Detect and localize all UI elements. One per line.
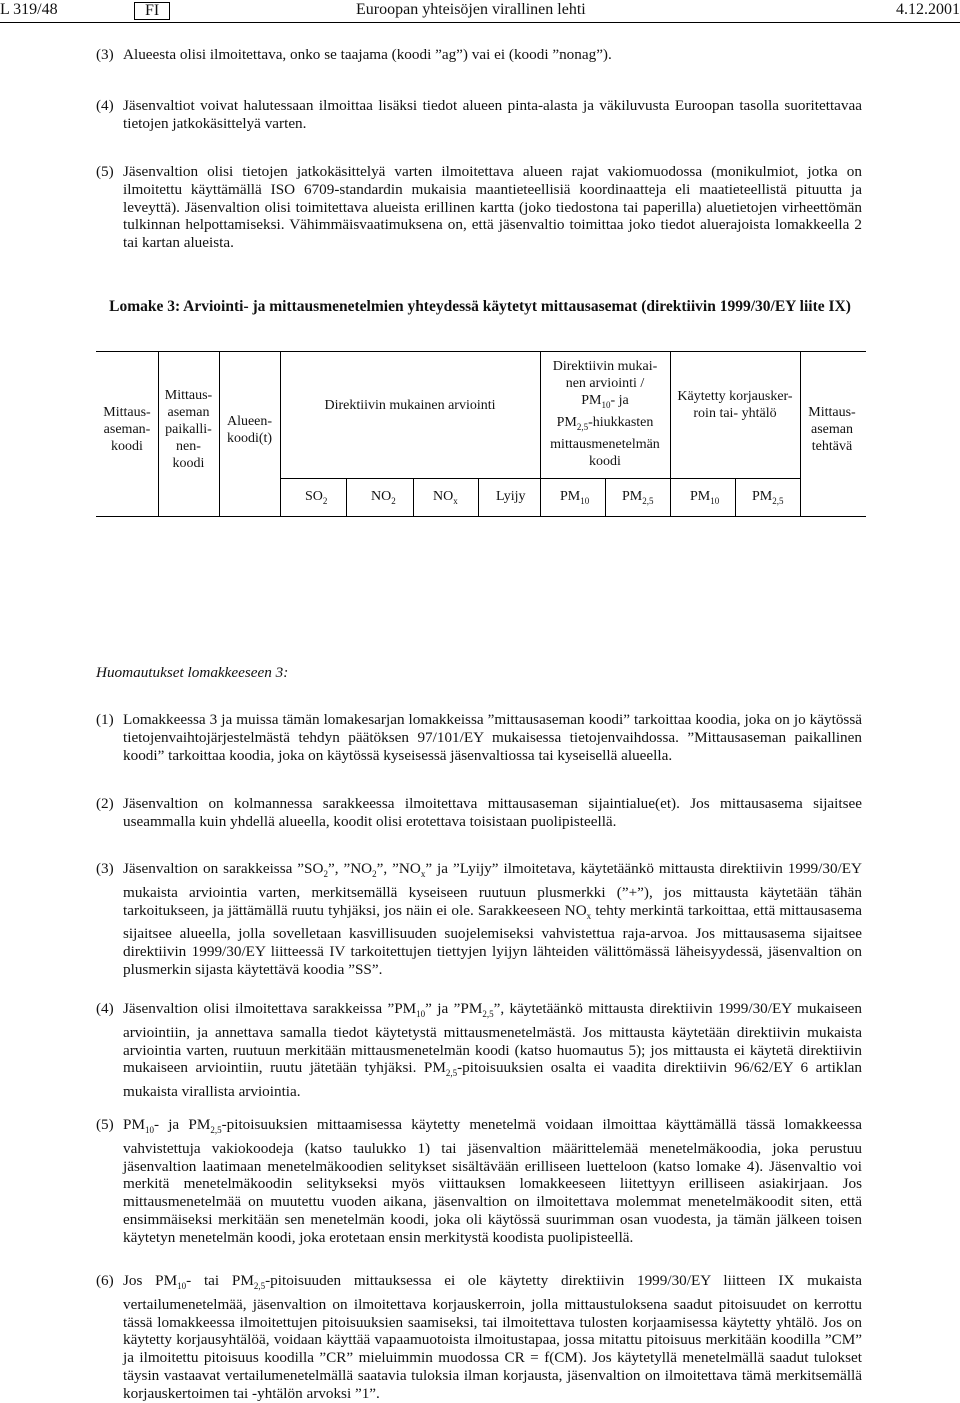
pollutant-pm25: $PM_{2,5}$ xyxy=(622,489,654,506)
header-station-code: Mittaus- aseman- koodi xyxy=(103,405,151,454)
table-top-rule xyxy=(96,351,866,352)
publication-date: 4.12.2001 xyxy=(896,1,960,18)
language-code: FI xyxy=(134,2,170,20)
header-zone-codes: Alueen- koodi(t) xyxy=(226,414,273,446)
note-6: (6) Jos $PM_{10}-$ tai $PM_{2,5}$-pitoisuuden mittauksessa ei ole käytetty direktiivin 1999/30/EY liitteen IX mukaista vertailumenetelmää, jäsenvaltion on ilmoitettava korjauskerroin, jolla mittaustuloksena saadut pitoisuudet on kerrottu tässä lomakkeessa ilmoitettujen pitoisuuksien saamiseksi, tai ilmoitettava tulosten korjaamisessa käytetty yhtälö. Jos on käytetty korjausyhtälöä, voidaan käyttää vapaamuotoista ilmoitustapaa, jossa mitattu pitoisuus merkitään koodilla ”CM” ja ilmoitettu pitoisuus koodilla ”CR” mieluimmin muodossa CR = f(CM). Jos käytetyllä menetelmällä saadut tulokset täysin vastaavat vertailumenetelmällä saatavia tuloksia ilman korjausta, jäsenvaltion on ilmoitettava tämä merkitsemällä korjauskertoimen tai -yhtälön arvoksi ”1”. xyxy=(96,1272,862,1402)
col-divider xyxy=(670,351,671,516)
col-divider xyxy=(346,478,347,516)
header-correction-factor: Käytetty korjausker- roin tai- yhtälö xyxy=(677,389,793,421)
form-title: Lomake 3: Arviointi- ja mittausmenetelmien yhteydessä käytetyt mittausasemat (direktiivin 1999/30/EY liite IX) xyxy=(109,298,851,315)
pollutant-pm25: $PM_{2,5}$ xyxy=(752,489,784,506)
page-header xyxy=(0,0,960,23)
pollutant-lead: Lyijy xyxy=(496,489,526,504)
header-pm-method-code: Direktiivin mukai- nen arviointi / $PM_{10}-$ ja $PM_{2,5}$-hiukkasten mittausmenetelmän koodi xyxy=(550,359,660,469)
col-divider xyxy=(280,351,281,516)
paragraph-3: (3) Alueesta olisi ilmoitettava, onko se taajama (koodi ”ag”) vai ei (koodi ”nonag”). xyxy=(96,46,612,63)
notes-heading: Huomautukset lomakkeeseen 3: xyxy=(96,664,289,681)
pollutant-pm10: $PM_{10}$ xyxy=(690,489,720,506)
header-local-station-code: Mittaus- aseman paikalli- nen- koodi xyxy=(164,388,213,471)
note-2: (2) Jäsenvaltion on kolmannessa sarakkeessa ilmoitettava mittausaseman sijaintialue(et). Jos mittausasema sijaitsee useammalla kuin yhdellä alueella, koodit olisi erotettava toisistaan puolipisteellä. xyxy=(96,795,862,830)
table-bottom-rule xyxy=(96,516,866,517)
pollutant-no2: $NO_2$ xyxy=(371,489,396,506)
header-directive-assessment: Direktiivin mukainen arviointi xyxy=(324,398,496,413)
note-5: (5) $PM_{10}-$ ja $PM_{2,5}$-pitoisuuksien mittaamisessa käytetty menetelmä voidaan ilmoittaa käyttämällä tässä lomakkeessa vahvistettuja vakiokoodeja (katso taulukko 1) tai jäsenvaltion määrittelemää menetelmäkoodia, joka perustuu jäsenvaltion laatimaan menetelmäkoodien selitykset sisältävään erilliseen luetteloon (katso lomake 4). Jäsenvaltio voi merkitä menetelmäkoodin selitykseksi myös viittauksen lomakkeeseen liitettyyn erilliseen asiakirjaan. Jos mittausmenetelmää on muutettu vuoden aikana, jäsenvaltion on ilmoitettava molemmat menetelmäkoodit siten, että ensimmäiseksi merkitään sen menetelmän koodi, joka oli käytössä suurimman osan vuodesta, ja tämän jälkeen toisen käytetyn menetelmän koodi, joka erotetaan ensin merkitystä koodista puolipisteellä. xyxy=(96,1116,862,1246)
paragraph-4: (4) Jäsenvaltiot voivat halutessaan ilmoittaa lisäksi tiedot alueen pinta-alasta ja väkiluvusta Euroopan tasolla suoritettavaa tietojen jatkokäsittelyä varten. xyxy=(96,97,862,132)
pollutant-pm10: $PM_{10}$ xyxy=(560,489,590,506)
note-3: (3) Jäsenvaltion on sarakkeissa $”SO_2$”, $”NO_2$”, $”NO_x$” ja ”Lyijy” ilmoitetava, käytetäänkö mittausta direktiivin 1999/30/EY mukaista arviointia varten, merkitsemällä kyseiseen ruutuun plusmerkki (”+”), jos mittausta käytetään tähän tarkoitukseen, ja jättämällä ruutu tyhjäksi, jos näin ei ole. Sarakkeeseen $NO_x$ tehty merkintä tarkoittaa, että mittausasema sijaitsee alueella, jolla sovelletaan kasvillisuuden suojelemiseksi vahvistettua raja-arvoa. Jos mittausasema sijaitsee direktiivin 1999/30/EY liitteessä IV tarkoitettujen tiettyjen lyijyn lähteiden välittömässä läheisyydessä, jäsenvaltion on plusmerkin sijasta käytettävä koodia ”SS”. xyxy=(96,860,863,979)
paragraph-5: (5) Jäsenvaltion olisi tietojen jatkokäsittelyä varten ilmoitettava alueen rajat vakiomuodossa (monikulmiot, jotka on ilmoitettu käyttämällä ISO 6709-standardin mukaisia maantieteellisiä koordinaatteja eli maatieteellistä pituutta ja leveyttä). Jäsenvaltion olisi toimitettava alueista erillinen kartta (joko tiedostona tai paperilla) aluetietojen virheettömän tulkinnan helpottamiseksi. Vähimmäisvaatimuksena on, että jäsenvaltio toimittaa joko tiedot aluerajoista lomakkeella 2 tai kartan alueista. xyxy=(96,163,862,252)
col-divider xyxy=(478,478,479,516)
col-divider xyxy=(735,478,736,516)
page-number: L 319/48 xyxy=(0,1,58,18)
note-4: (4) Jäsenvaltion olisi ilmoitettava sarakkeissa $”PM_{10}$” ja $”PM_{2,5}$”, käytetäänkö mittausta direktiivin 1999/30/EY mukaiseen arviointiin, ja annettava samalla tiedot käytetystä mittausmenetelmästä. Jos mittausta käytetään direktiivin mukaista arviointia varten, ruutuun merkitään mittausmenetelmän koodi (katso huomautus 5); jos mittausta ei käytetä direktiivin mukaiseen arviointiin, ruutu jätetään tyhjäksi. $PM_{2,5}$-pitoisuuksien osalta ei vaadita direktiivin 96/62/EY 6 artiklan mukaista virallista arviointia. xyxy=(96,1000,862,1101)
header-station-role: Mittaus- aseman tehtävä xyxy=(808,405,856,454)
col-divider xyxy=(605,478,606,516)
pollutant-nox: $NO_x$ xyxy=(433,489,458,506)
pollutant-so2: $SO_2$ xyxy=(305,489,328,506)
journal-title: Euroopan yhteisöjen virallinen lehti xyxy=(356,1,586,18)
col-divider xyxy=(413,478,414,516)
note-1: (1) Lomakkeessa 3 ja muissa tämän lomakesarjan lomakkeissa ”mittausaseman koodi” tarkoittaa koodia, joka on jo käytössä tietojenvaihtojärjestelmästä tehdyn päätöksen 97/101/EY mukaisessa tietojenvaihdossa. ”Mittausaseman paikallinen koodi” tarkoittaa koodia, joka on käytössä kyseisessä jäsenvaltiossa tai kyseisellä alueella. xyxy=(96,711,862,764)
